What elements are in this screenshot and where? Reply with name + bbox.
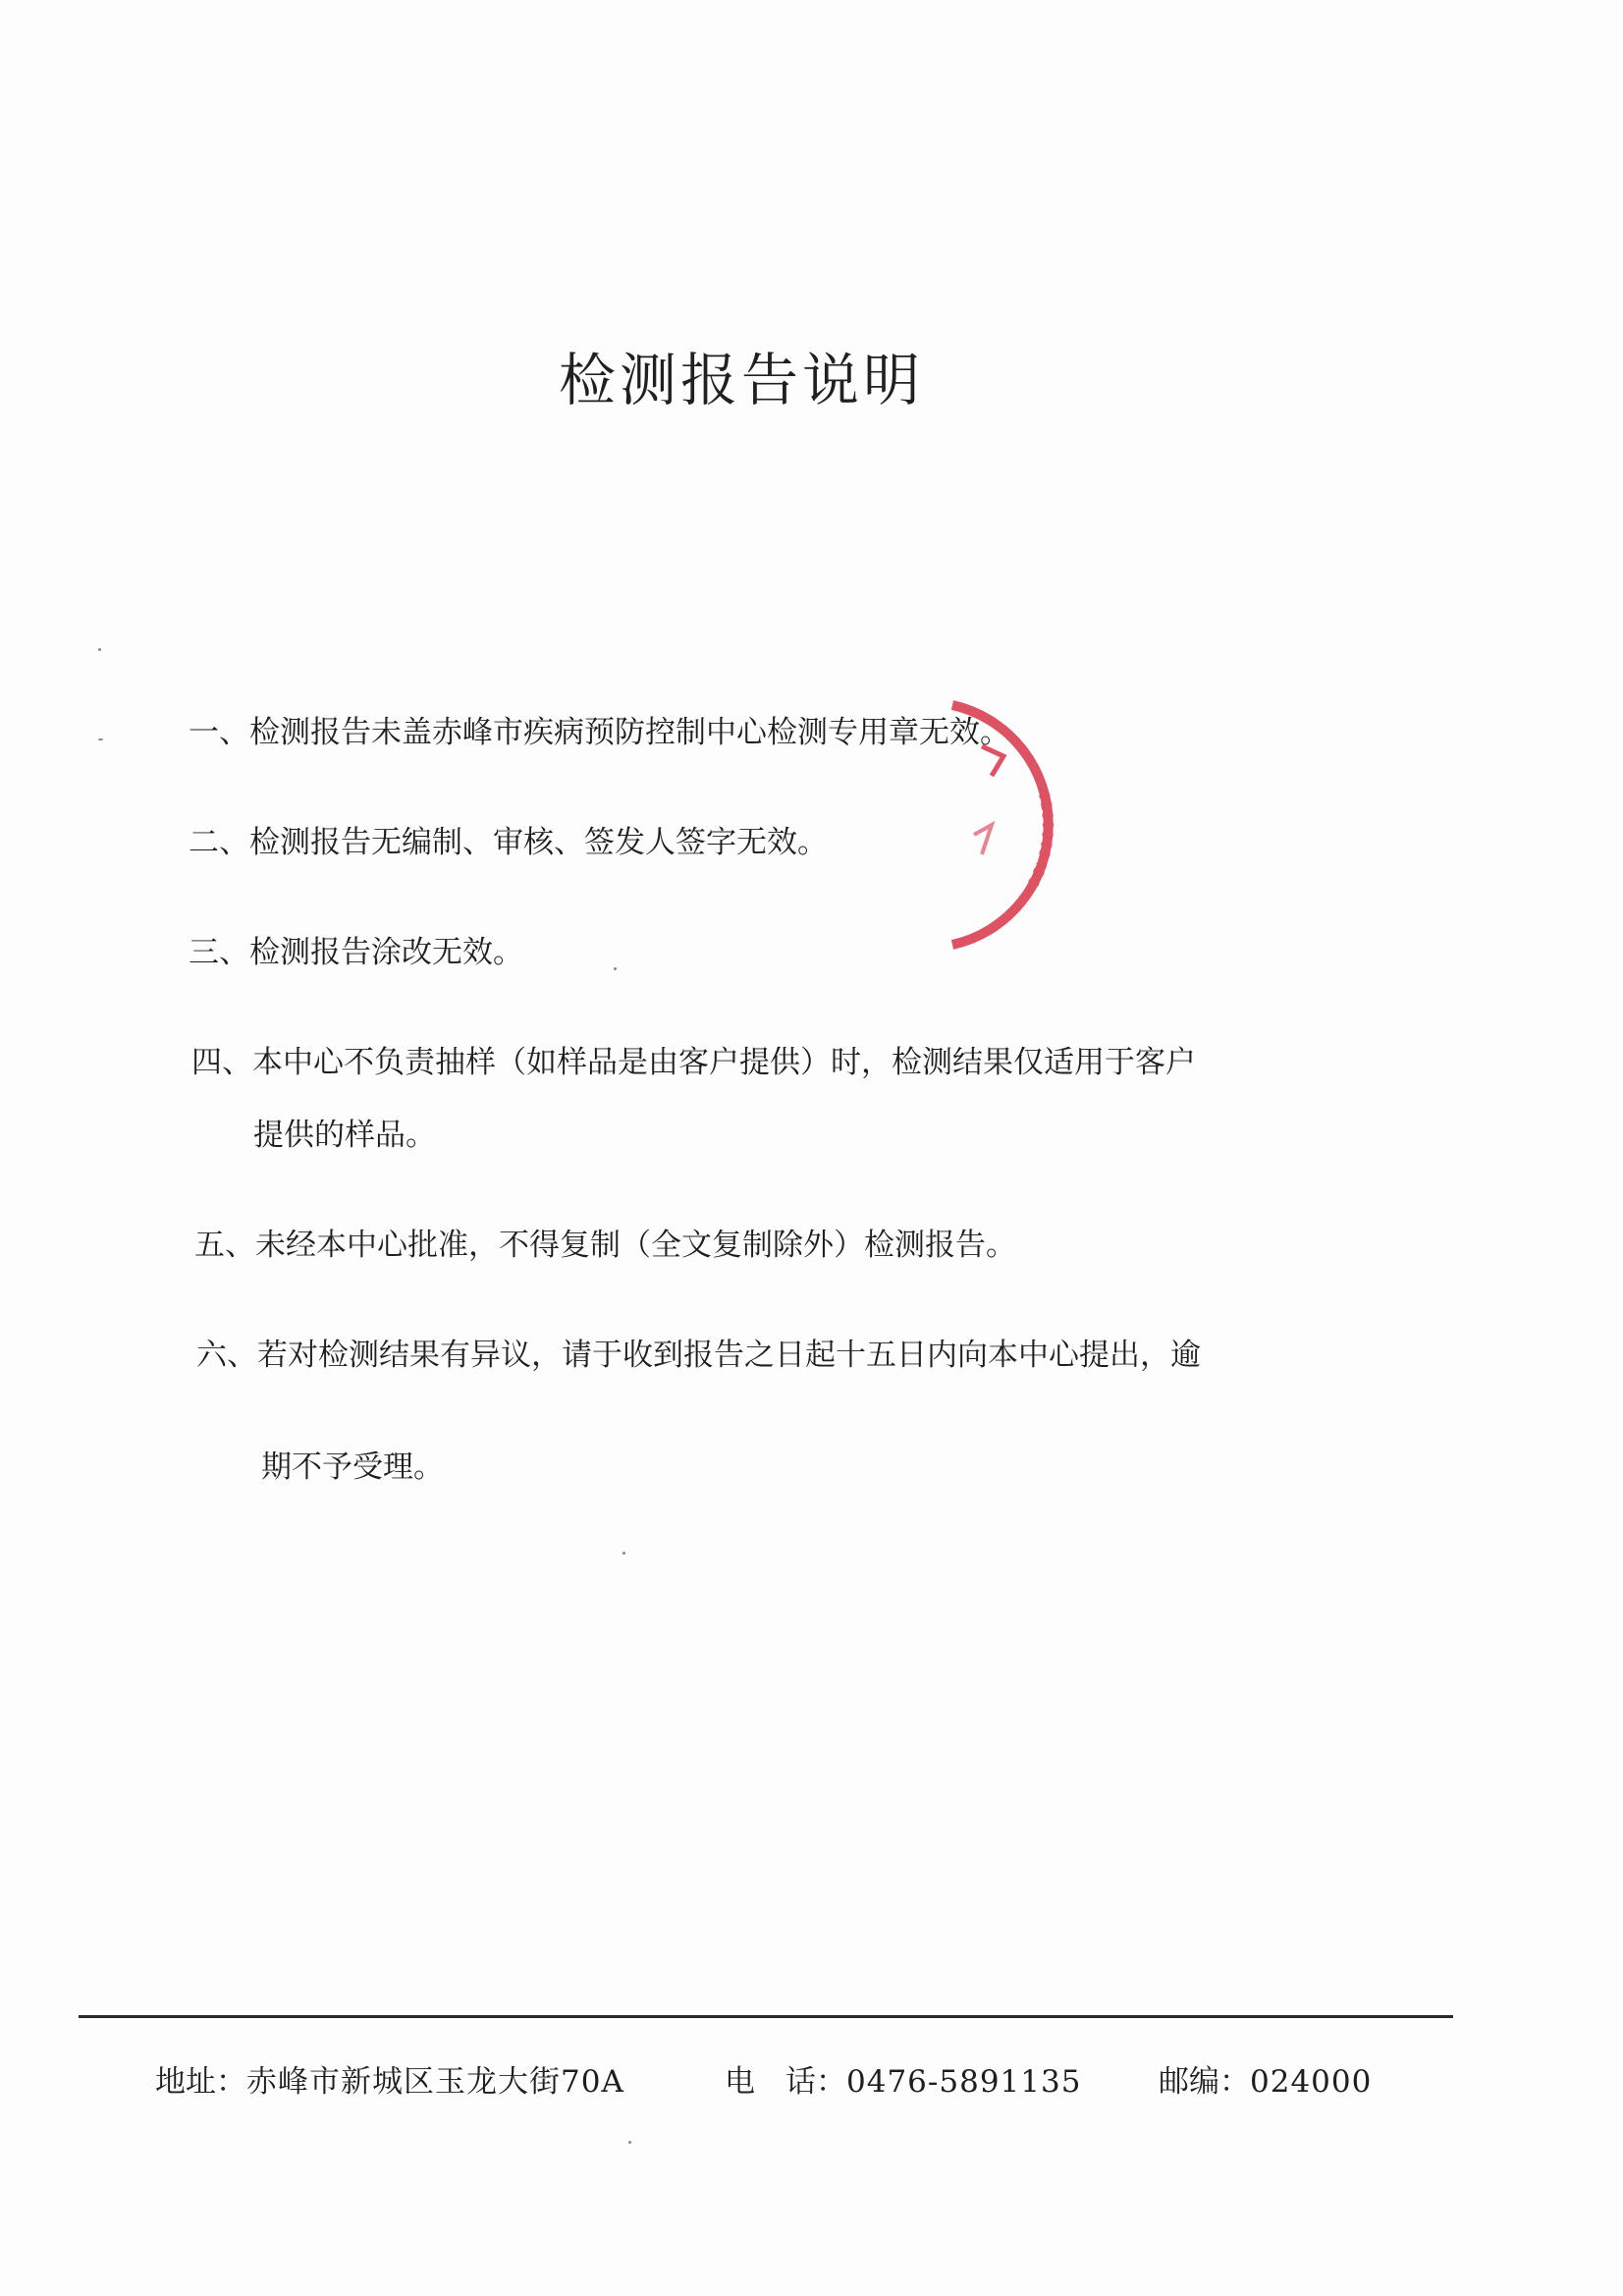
item-text: 本中心不负责抽样（如样品是由客户提供）时，检测结果仅适用于客户	[252, 1045, 1196, 1080]
scan-speck	[622, 1552, 625, 1555]
item-text: 检测报告未盖赤峰市疾病预防控制中心检测专用章无效。	[249, 715, 1010, 750]
item-text: 未经本中心批准，不得复制（全文复制除外）检测报告。	[255, 1228, 1016, 1263]
item-text: 检测报告无编制、审核、签发人签字无效。	[249, 825, 828, 860]
footer-postcode	[1159, 2062, 1372, 2102]
page-title: 检测报告说明	[558, 347, 924, 413]
item-number: 四、	[191, 1045, 252, 1080]
list-item-4-continuation: 提供的样品。	[253, 1118, 436, 1153]
item-number: 一、	[189, 715, 249, 750]
list-item-4	[191, 1043, 1196, 1082]
address-value: 赤峰市新城区玉龙大街70A	[246, 2064, 624, 2100]
footer-phone	[725, 2062, 1081, 2102]
list-item-6	[196, 1336, 1201, 1375]
seal-outer-ring	[952, 705, 1049, 945]
address-label: 地址：	[155, 2064, 246, 2100]
footer-address	[155, 2062, 624, 2102]
scan-speck	[628, 2141, 631, 2144]
list-item-5	[194, 1226, 1016, 1265]
phone-value: 0476-5891135	[846, 2064, 1082, 2100]
seal-character-mark	[982, 746, 1003, 776]
list-item-1	[189, 713, 1010, 752]
item-text: 若对检测结果有异议，请于收到报告之日起十五日内向本中心提出，逾	[257, 1338, 1201, 1373]
item-number: 三、	[189, 935, 249, 970]
item-number: 五、	[194, 1228, 255, 1263]
seal-character-mark	[974, 825, 992, 854]
list-item-3	[189, 933, 523, 972]
postcode-value: 024000	[1250, 2064, 1373, 2100]
scan-speck	[98, 738, 103, 740]
item-number: 六、	[196, 1338, 257, 1373]
official-seal-stamp	[913, 687, 1080, 962]
postcode-label: 邮编：	[1159, 2064, 1250, 2100]
seal-serial-number: 020000943O	[1022, 789, 1057, 892]
item-text: 检测报告涂改无效。	[249, 935, 523, 970]
scan-speck	[98, 648, 101, 651]
item-number: 二、	[189, 825, 249, 860]
list-item-2	[189, 823, 828, 862]
scan-speck	[614, 967, 617, 970]
footer-divider	[79, 2015, 1453, 2018]
list-item-6-continuation: 期不予受理。	[261, 1449, 444, 1485]
phone-label: 电 话：	[725, 2064, 846, 2100]
